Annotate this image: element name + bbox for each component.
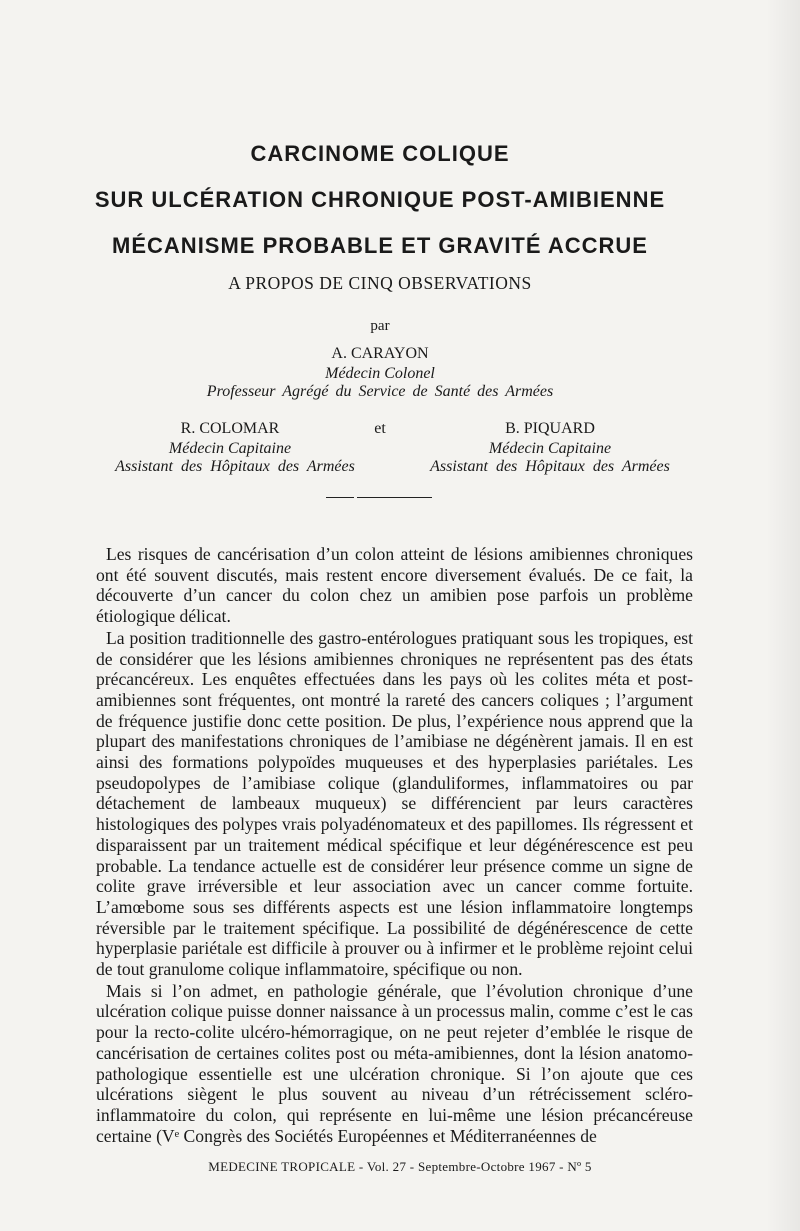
author-2-name: R. COLOMAR [180, 420, 280, 437]
author-2-rank: Médecin Capitaine [168, 440, 292, 457]
author-1-name: A. CARAYON [331, 345, 429, 362]
title-line-3: MÉCANISME PROBABLE ET GRAVITÉ ACCRUE [112, 233, 648, 258]
title-line-2: SUR ULCÉRATION CHRONIQUE POST-AMIBIENNE [94, 187, 666, 212]
author-3-name: B. PIQUARD [505, 420, 595, 437]
author-1-title: Professeur Agrégé du Service de Santé des Armées [206, 383, 554, 400]
subtitle: A PROPOS DE CINQ OBSERVATIONS [228, 273, 532, 293]
author-2-affiliation: Assistant des Hôpitaux des Armées [115, 458, 355, 475]
body-paragraph-1: Les risques de cancérisation d’un colon atteint de lésions amibiennes chroniques ont été souvent discutés, mais restent encore diversement évalués. De ce fait, la découverte d’un cancer du colon chez un amibien pose parfois un problème étiologique délicat. [96, 544, 693, 627]
page-edge-shadow [766, 0, 800, 1231]
author-3-rank: Médecin Capitaine [488, 440, 612, 457]
body-paragraph-2: La position traditionnelle des gastro-entérologues pratiquant sous les tropiques, est de considérer que les lésions amibiennes chroniques ne représentent pas des états précancéreux. Les enquêtes effectuées dans les pays où les colites méta et post-amibiennes sont fréquentes, ont montré la rareté des cancers coliques ; l’argument de fréquence justifie donc cette position. De plus, l’expérience nous apprend que la plupart des manifestations chroniques de l’amibiase ne dégénèrent jamais. Il en est ainsi des formations polypoïdes muqueuses et des hyperplasies pariétales. Les pseudopolypes de l’amibiase colique (glanduliformes, inflammatoires ou par détachement de lambeaux muqueux) se différencient par leurs caractères histologiques des polypes vrais polyadénomateux et des papillomes. Ils régressent et disparaissent par un traitement médical spécifique et leur dégénérescence est peu probable. La tendance actuelle est de considérer leur présence comme un signe de colite grave irréversible et leur association avec un cancer comme fortuite. L’amœbome sous ses différents aspects est une lésion inflammatoire longtemps réversible par le traitement spécifique. La possibilité de dégénérescence de cette hyperplasie pariétale est difficile à prouver ou à infirmer et le problème rejoint celui de tout granulome colique inflammatoire, spécifique ou non. [96, 627, 693, 980]
separator-rule-short [326, 497, 354, 498]
article-body [96, 544, 693, 1146]
title-line-1: CARCINOME COLIQUE [250, 141, 510, 166]
body-paragraph-3: Mais si l’on admet, en pathologie générale, que l’évolution chronique d’une ulcération colique puisse donner naissance à un processus malin, comme c’est le cas pour la recto-colite ulcéro-hémorragique, on ne peut rejeter d’emblée le risque de cancérisation de certaines colites post ou méta-amibiennes, dont la lésion anatomo-pathologique essentielle est une ulcération chronique. Si l’on ajoute que ces ulcérations siègent le plus souvent au niveau d’un rétrécissement scléro-inflammatoire du colon, qui représente en lui-même une lésion précancéreuse certaine (Vᵉ Congrès des Sociétés Européennes et Méditerranéennes de [96, 980, 693, 1146]
journal-citation-footer: MEDECINE TROPICALE - Vol. 27 - Septembre-Octobre 1967 - Nº 5 [208, 1159, 592, 1174]
author-1-rank: Médecin Colonel [325, 365, 435, 382]
byline-par: par [370, 318, 390, 334]
byline-et: et [374, 420, 386, 437]
separator-rule-long [357, 497, 432, 498]
author-3-affiliation: Assistant des Hôpitaux des Armées [430, 458, 670, 475]
